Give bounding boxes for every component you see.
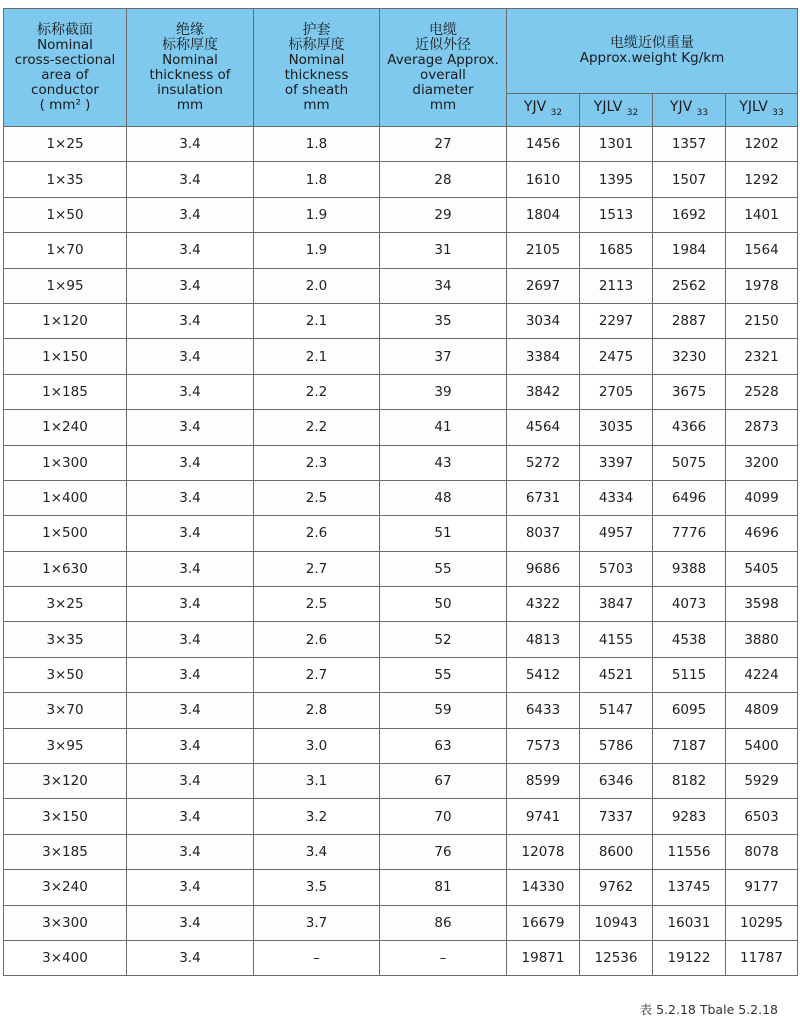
table-row xyxy=(4,764,798,799)
table-cell: 52 xyxy=(380,622,507,657)
table-cell: 2.2 xyxy=(254,374,380,409)
table-cell: 5115 xyxy=(653,657,726,692)
table-cell: 1×95 xyxy=(4,268,127,303)
table-cell: 16031 xyxy=(653,905,726,940)
header-insulation-unit: mm xyxy=(176,96,204,113)
table-cell: – xyxy=(380,940,507,975)
table-cell: 4564 xyxy=(507,410,580,445)
header-diameter-zh1: 电缆 xyxy=(429,21,457,38)
table-cell: 4813 xyxy=(507,622,580,657)
table-cell: 2475 xyxy=(580,339,653,374)
header-yjv33-base: YJV xyxy=(669,98,693,115)
table-cell: 2887 xyxy=(653,303,726,338)
table-row xyxy=(4,587,798,622)
table-cell: 3.4 xyxy=(127,197,254,232)
table-cell: 5147 xyxy=(580,693,653,728)
header-sheath-en2: thickness xyxy=(284,66,349,83)
table-cell: 48 xyxy=(380,480,507,515)
table-cell: 3.4 xyxy=(127,728,254,763)
table-row xyxy=(4,516,798,551)
table-cell: 3.4 xyxy=(127,622,254,657)
table-cell: 1×630 xyxy=(4,551,127,586)
table-cell: 3675 xyxy=(653,374,726,409)
table-cell: 2873 xyxy=(726,410,798,445)
table-cell: 1292 xyxy=(726,162,798,197)
table-cell: 2.1 xyxy=(254,303,380,338)
table-cell: 3397 xyxy=(580,445,653,480)
header-sheath-zh1: 护套 xyxy=(302,21,331,38)
table-row xyxy=(4,127,798,162)
table-cell: 2.1 xyxy=(254,339,380,374)
table-cell: 3×120 xyxy=(4,764,127,799)
table-cell: 4809 xyxy=(726,693,798,728)
header-sheath-unit: mm xyxy=(303,96,330,113)
table-cell: 2705 xyxy=(580,374,653,409)
header-insulation-zh2: 标称厚度 xyxy=(162,36,218,53)
header-diameter-unit: mm xyxy=(429,96,457,113)
table-cell: 1×35 xyxy=(4,162,127,197)
table-body xyxy=(4,127,798,976)
table-row xyxy=(4,728,798,763)
table-cell: 2.5 xyxy=(254,587,380,622)
table-cell: 6433 xyxy=(507,693,580,728)
header-yjlv33-sub: 33 xyxy=(772,107,784,118)
header-insulation-en1: Nominal xyxy=(162,51,218,68)
table-row xyxy=(4,480,798,515)
table-cell: 3×185 xyxy=(4,834,127,869)
table-cell: 5405 xyxy=(726,551,798,586)
header-yjv32-base: YJV xyxy=(523,98,547,115)
header-yjlv32-sub: 32 xyxy=(626,107,639,118)
table-cell: 1357 xyxy=(653,127,726,162)
table-cell: 67 xyxy=(380,764,507,799)
table-cell: 3.5 xyxy=(254,870,380,905)
table-cell: 4224 xyxy=(726,657,798,692)
table-cell: 4073 xyxy=(653,587,726,622)
header-sheath xyxy=(254,9,380,127)
table-cell: 3.4 xyxy=(127,516,254,551)
table-cell: 2321 xyxy=(726,339,798,374)
table-cell: 1395 xyxy=(580,162,653,197)
table-cell: 1513 xyxy=(580,197,653,232)
header-insulation-zh1: 绝缘 xyxy=(176,21,204,38)
table-row xyxy=(4,551,798,586)
table-row xyxy=(4,940,798,975)
table-cell: 8037 xyxy=(507,516,580,551)
header-diameter-zh2: 近似外径 xyxy=(415,36,471,53)
table-cell: 3.4 xyxy=(127,127,254,162)
header-section-en1: Nominal xyxy=(37,36,93,53)
table-cell: 3880 xyxy=(726,622,798,657)
table-cell: 1×120 xyxy=(4,303,127,338)
table-cell: 3384 xyxy=(507,339,580,374)
table-cell: 81 xyxy=(380,870,507,905)
table-cell: 1×400 xyxy=(4,480,127,515)
table-cell: 63 xyxy=(380,728,507,763)
table-cell: 50 xyxy=(380,587,507,622)
table-cell: 2.2 xyxy=(254,410,380,445)
table-caption: 表 5.2.18 Tbale 5.2.18 xyxy=(639,1002,778,1017)
table-cell: 2.0 xyxy=(254,268,380,303)
table-cell: 1202 xyxy=(726,127,798,162)
header-diameter xyxy=(380,9,507,127)
table-cell: 2.7 xyxy=(254,551,380,586)
table-cell: 7187 xyxy=(653,728,726,763)
table-cell: 3598 xyxy=(726,587,798,622)
table-cell: 2562 xyxy=(653,268,726,303)
table-cell: 1692 xyxy=(653,197,726,232)
table-cell: 29 xyxy=(380,197,507,232)
table-cell: 7337 xyxy=(580,799,653,834)
header-yjv32 xyxy=(507,94,580,127)
table-cell: 3.1 xyxy=(254,764,380,799)
table-cell: 70 xyxy=(380,799,507,834)
table-cell: 12078 xyxy=(507,834,580,869)
table-row xyxy=(4,410,798,445)
header-section-en4: conductor xyxy=(31,81,99,98)
table-cell: 3230 xyxy=(653,339,726,374)
table-cell: 9283 xyxy=(653,799,726,834)
table-cell: 35 xyxy=(380,303,507,338)
header-yjv33 xyxy=(653,94,726,127)
table-cell: 3.4 xyxy=(127,233,254,268)
header-insulation-en2: thickness of xyxy=(149,66,231,83)
table-cell: 1685 xyxy=(580,233,653,268)
table-cell: 8182 xyxy=(653,764,726,799)
table-cell: 6496 xyxy=(653,480,726,515)
table-cell: 3×300 xyxy=(4,905,127,940)
table-cell: 3.7 xyxy=(254,905,380,940)
header-diameter-en1: Average Approx. xyxy=(387,51,499,68)
table-cell: 1×150 xyxy=(4,339,127,374)
header-yjlv33 xyxy=(726,94,798,127)
table-cell: 2297 xyxy=(580,303,653,338)
table-cell: 11787 xyxy=(726,940,798,975)
table-cell: 1×70 xyxy=(4,233,127,268)
table-cell: 27 xyxy=(380,127,507,162)
table-cell: 2528 xyxy=(726,374,798,409)
table-cell: 5400 xyxy=(726,728,798,763)
table-cell: 1×300 xyxy=(4,445,127,480)
table-cell: 6503 xyxy=(726,799,798,834)
table-cell: 3.4 xyxy=(127,764,254,799)
table-cell: 3.4 xyxy=(127,940,254,975)
table-cell: 4521 xyxy=(580,657,653,692)
table-cell: 13745 xyxy=(653,870,726,905)
table-cell: 1.8 xyxy=(254,127,380,162)
table-cell: 4099 xyxy=(726,480,798,515)
table-cell: 5272 xyxy=(507,445,580,480)
table-cell: 55 xyxy=(380,657,507,692)
table-cell: 1978 xyxy=(726,268,798,303)
table-cell: 2105 xyxy=(507,233,580,268)
table-cell: 3.4 xyxy=(127,587,254,622)
table-row xyxy=(4,905,798,940)
table-cell: 9762 xyxy=(580,870,653,905)
table-cell: 3.4 xyxy=(254,834,380,869)
table-cell: 5412 xyxy=(507,657,580,692)
table-cell: 1×50 xyxy=(4,197,127,232)
table-cell: 1×185 xyxy=(4,374,127,409)
table-cell: 6346 xyxy=(580,764,653,799)
table-cell: 10943 xyxy=(580,905,653,940)
table-cell: 8078 xyxy=(726,834,798,869)
header-section-en2: cross-sectional xyxy=(14,51,116,68)
table-cell: 31 xyxy=(380,233,507,268)
header-sheath-zh2: 标称厚度 xyxy=(288,36,345,53)
table-row xyxy=(4,870,798,905)
table-cell: 55 xyxy=(380,551,507,586)
table-cell: 41 xyxy=(380,410,507,445)
table-cell: 1456 xyxy=(507,127,580,162)
table-row xyxy=(4,657,798,692)
table-cell: 1×500 xyxy=(4,516,127,551)
table-cell: 2.6 xyxy=(254,516,380,551)
table-cell: 16679 xyxy=(507,905,580,940)
table-cell: 14330 xyxy=(507,870,580,905)
header-insulation-en3: insulation xyxy=(157,81,223,98)
table-cell: 9177 xyxy=(726,870,798,905)
table-cell: 9388 xyxy=(653,551,726,586)
table-cell: 28 xyxy=(380,162,507,197)
table-cell: 3200 xyxy=(726,445,798,480)
table-cell: – xyxy=(254,940,380,975)
table-cell: 3.4 xyxy=(127,374,254,409)
table-cell: 4538 xyxy=(653,622,726,657)
table-cell: 4322 xyxy=(507,587,580,622)
table-cell: 2.8 xyxy=(254,693,380,728)
header-weight-zh: 电缆近似重量 xyxy=(610,35,694,51)
table-cell: 1401 xyxy=(726,197,798,232)
table-cell: 1×240 xyxy=(4,410,127,445)
header-section-zh: 标称截面 xyxy=(37,21,93,38)
table-cell: 3.4 xyxy=(127,445,254,480)
table-cell: 2113 xyxy=(580,268,653,303)
table-cell: 5075 xyxy=(653,445,726,480)
table-cell: 1.9 xyxy=(254,197,380,232)
table-cell: 1564 xyxy=(726,233,798,268)
table-cell: 3035 xyxy=(580,410,653,445)
table-row xyxy=(4,374,798,409)
table-cell: 2150 xyxy=(726,303,798,338)
table-cell: 3.4 xyxy=(127,303,254,338)
table-cell: 59 xyxy=(380,693,507,728)
table-cell: 4696 xyxy=(726,516,798,551)
table-cell: 4957 xyxy=(580,516,653,551)
table-cell: 3×150 xyxy=(4,799,127,834)
header-diameter-en3: diameter xyxy=(412,81,474,98)
table-cell: 3.0 xyxy=(254,728,380,763)
table-row xyxy=(4,834,798,869)
table-row xyxy=(4,268,798,303)
table-cell: 3842 xyxy=(507,374,580,409)
table-cell: 1804 xyxy=(507,197,580,232)
table-cell: 3.4 xyxy=(127,410,254,445)
table-cell: 19871 xyxy=(507,940,580,975)
table-row xyxy=(4,693,798,728)
table-cell: 12536 xyxy=(580,940,653,975)
header-yjv33-sub: 33 xyxy=(696,107,709,118)
table-cell: 3.4 xyxy=(127,870,254,905)
table-row xyxy=(4,233,798,268)
header-sheath-en1: Nominal xyxy=(288,51,345,68)
table-cell: 10295 xyxy=(726,905,798,940)
table-cell: 3×240 xyxy=(4,870,127,905)
table-cell: 3847 xyxy=(580,587,653,622)
table-cell: 7573 xyxy=(507,728,580,763)
table-cell: 4366 xyxy=(653,410,726,445)
header-sheath-en3: of sheath xyxy=(284,81,349,98)
table-cell: 6731 xyxy=(507,480,580,515)
table-cell: 3.4 xyxy=(127,268,254,303)
header-yjlv32-base: YJLV xyxy=(593,98,623,115)
table-row xyxy=(4,799,798,834)
table-cell: 3.4 xyxy=(127,480,254,515)
table-cell: 5786 xyxy=(580,728,653,763)
table-row xyxy=(4,162,798,197)
table-cell: 1.9 xyxy=(254,233,380,268)
table-cell: 4334 xyxy=(580,480,653,515)
table-row xyxy=(4,197,798,232)
table-cell: 1×25 xyxy=(4,127,127,162)
header-yjlv32 xyxy=(580,94,653,127)
cable-spec-table xyxy=(3,8,798,976)
table-cell: 11556 xyxy=(653,834,726,869)
table-cell: 3×25 xyxy=(4,587,127,622)
table-cell: 2.5 xyxy=(254,480,380,515)
table-cell: 43 xyxy=(380,445,507,480)
table-cell: 3034 xyxy=(507,303,580,338)
table-cell: 7776 xyxy=(653,516,726,551)
header-insulation xyxy=(127,9,254,127)
header-section-unit: ( mm² ) xyxy=(39,96,91,113)
table-cell: 3.4 xyxy=(127,834,254,869)
table-cell: 9686 xyxy=(507,551,580,586)
table-cell: 1.8 xyxy=(254,162,380,197)
table-row xyxy=(4,622,798,657)
table-row xyxy=(4,339,798,374)
table-cell: 3×95 xyxy=(4,728,127,763)
table-cell: 3×70 xyxy=(4,693,127,728)
table-cell: 5929 xyxy=(726,764,798,799)
table-cell: 2.6 xyxy=(254,622,380,657)
table-cell: 3.4 xyxy=(127,693,254,728)
table-cell: 1301 xyxy=(580,127,653,162)
table-cell: 39 xyxy=(380,374,507,409)
table-cell: 3.4 xyxy=(127,339,254,374)
table-cell: 3.4 xyxy=(127,551,254,586)
table-cell: 3×50 xyxy=(4,657,127,692)
table-cell: 1984 xyxy=(653,233,726,268)
header-weight-en: Approx.weight Kg/km xyxy=(579,50,725,66)
table-cell: 3.4 xyxy=(127,657,254,692)
table-cell: 86 xyxy=(380,905,507,940)
table-cell: 3×400 xyxy=(4,940,127,975)
table-cell: 2697 xyxy=(507,268,580,303)
table-cell: 37 xyxy=(380,339,507,374)
table-cell: 76 xyxy=(380,834,507,869)
table-cell: 3.2 xyxy=(254,799,380,834)
table-cell: 9741 xyxy=(507,799,580,834)
table-cell: 4155 xyxy=(580,622,653,657)
header-weight xyxy=(507,9,798,94)
table-cell: 3.4 xyxy=(127,799,254,834)
table-cell: 2.7 xyxy=(254,657,380,692)
table-cell: 1507 xyxy=(653,162,726,197)
header-section-en3: area of xyxy=(41,66,89,83)
table-header xyxy=(4,9,798,127)
table-cell: 1610 xyxy=(507,162,580,197)
table-cell: 51 xyxy=(380,516,507,551)
table-cell: 8600 xyxy=(580,834,653,869)
table-cell: 2.3 xyxy=(254,445,380,480)
header-yjv32-sub: 32 xyxy=(550,107,563,118)
table-cell: 34 xyxy=(380,268,507,303)
table-cell: 8599 xyxy=(507,764,580,799)
table-row xyxy=(4,445,798,480)
table-cell: 3×35 xyxy=(4,622,127,657)
table-cell: 19122 xyxy=(653,940,726,975)
table-cell: 3.4 xyxy=(127,162,254,197)
table-cell: 6095 xyxy=(653,693,726,728)
header-diameter-en2: overall xyxy=(420,66,466,83)
table-cell: 3.4 xyxy=(127,905,254,940)
header-yjlv33-base: YJLV xyxy=(739,98,768,115)
table-cell: 5703 xyxy=(580,551,653,586)
table-row xyxy=(4,303,798,338)
header-section xyxy=(4,9,127,127)
